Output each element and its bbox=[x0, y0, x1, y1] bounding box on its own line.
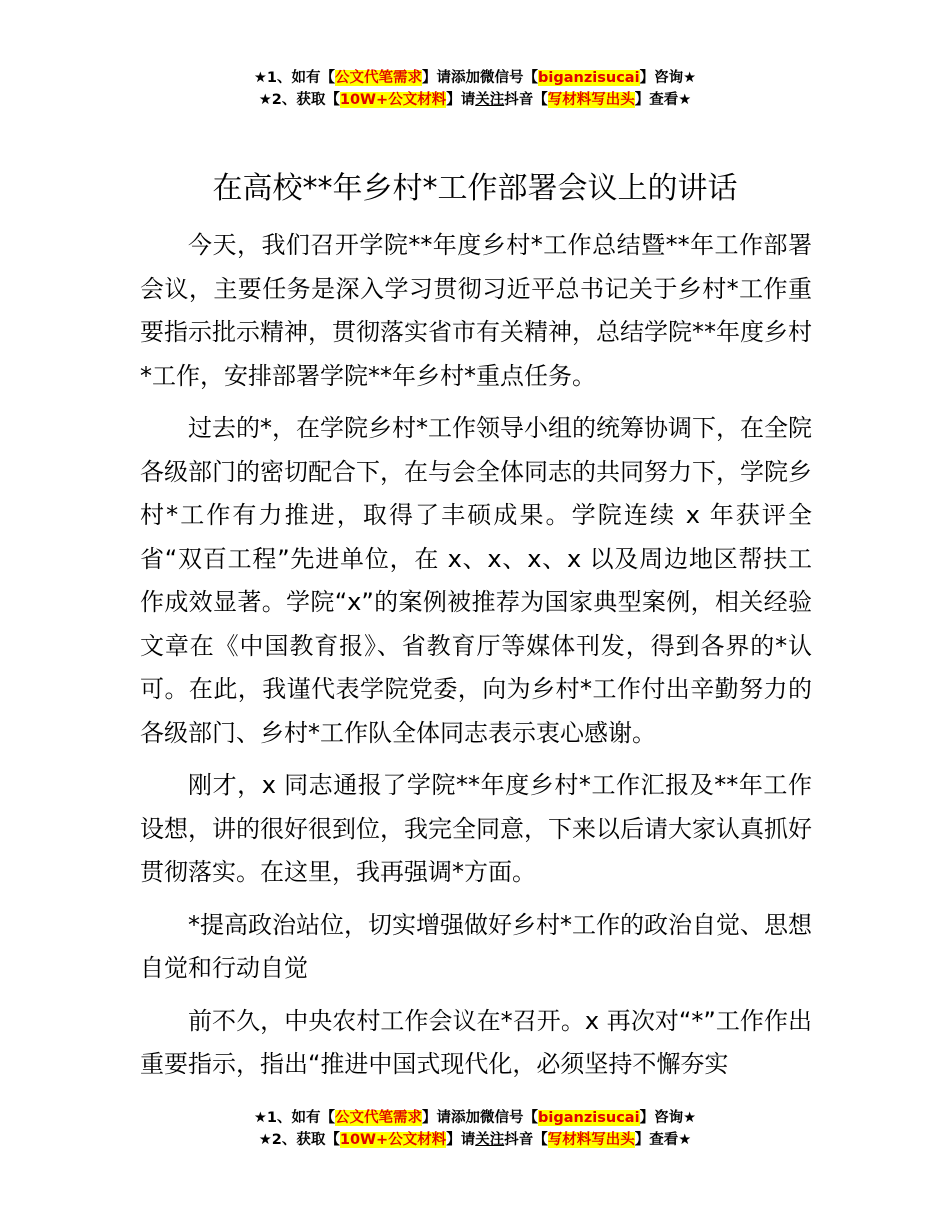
document-title: 在高校**年乡村*工作部署会议上的讲话 bbox=[212, 171, 738, 206]
highlight-wechat-id: biganzisucai bbox=[538, 70, 640, 86]
highlight-douyin: 写材料写出头 bbox=[547, 1132, 635, 1148]
highlight-materials: 10W+公文材料 bbox=[339, 92, 447, 108]
document-body bbox=[140, 224, 812, 1096]
paragraph: 过去的*，在学院乡村*工作领导小组的统筹协调下，在全院各级部门的密切配合下，在与会全体同志的共同努力下，学院乡村*工作有力推进，取得了丰硕成果。学院连续 x 年获评全省“双百工程”先进单位，在 x、x、x、x 以及周边地区帮扶工作成效显著。学院“x”的案例被推荐为国家典型案例，相关经验文章在《中国教育报》、省教育厅等媒体刊发，得到各界的*认可。在此，我谨代表学院党委，向为乡村*工作付出辛勤努力的各级部门、乡村*工作队全体同志表示衷心感谢。 bbox=[140, 414, 812, 747]
underline-follow: 关注 bbox=[475, 1132, 505, 1148]
paragraph: 前不久，中央农村工作会议在*召开。x 再次对“*”工作作出重要指示，指出“推进中国式现代化，必须坚持不懈夯实 bbox=[140, 1006, 812, 1078]
paragraph: 今天，我们召开学院**年度乡村*工作总结暨**年工作部署会议，主要任务是深入学习贯彻习近平总书记关于乡村*工作重要指示批示精神，贯彻落实省市有关精神，总结学院**年度乡村*工作，安排部署学院**年乡村*重点任务。 bbox=[140, 231, 812, 390]
header-banner bbox=[0, 67, 950, 111]
footer-banner bbox=[0, 1107, 950, 1151]
highlight-douyin: 写材料写出头 bbox=[547, 92, 635, 108]
banner-line-1: ★1、如有【公文代笔需求】请添加微信号【biganzisucai】咨询★ bbox=[253, 70, 697, 86]
highlight-wechat-id: biganzisucai bbox=[538, 1110, 640, 1126]
highlight-materials: 10W+公文材料 bbox=[339, 1132, 447, 1148]
highlight-service: 公文代笔需求 bbox=[335, 70, 423, 86]
banner-line-2: ★2、获取【10W+公文材料】请关注抖音【写材料写出头】查看★ bbox=[258, 1132, 692, 1148]
paragraph: 刚才，x 同志通报了学院**年度乡村*工作汇报及**年工作设想，讲的很好很到位，我完全同意，下来以后请大家认真抓好贯彻落实。在这里，我再强调*方面。 bbox=[140, 771, 812, 886]
underline-follow: 关注 bbox=[475, 92, 505, 108]
highlight-service: 公文代笔需求 bbox=[335, 1110, 423, 1126]
paragraph-heading: *提高政治站位，切实增强做好乡村*工作的政治自觉、思想自觉和行动自觉 bbox=[140, 910, 812, 982]
banner-line-1: ★1、如有【公文代笔需求】请添加微信号【biganzisucai】咨询★ bbox=[253, 1110, 697, 1126]
banner-line-2: ★2、获取【10W+公文材料】请关注抖音【写材料写出头】查看★ bbox=[258, 92, 692, 108]
